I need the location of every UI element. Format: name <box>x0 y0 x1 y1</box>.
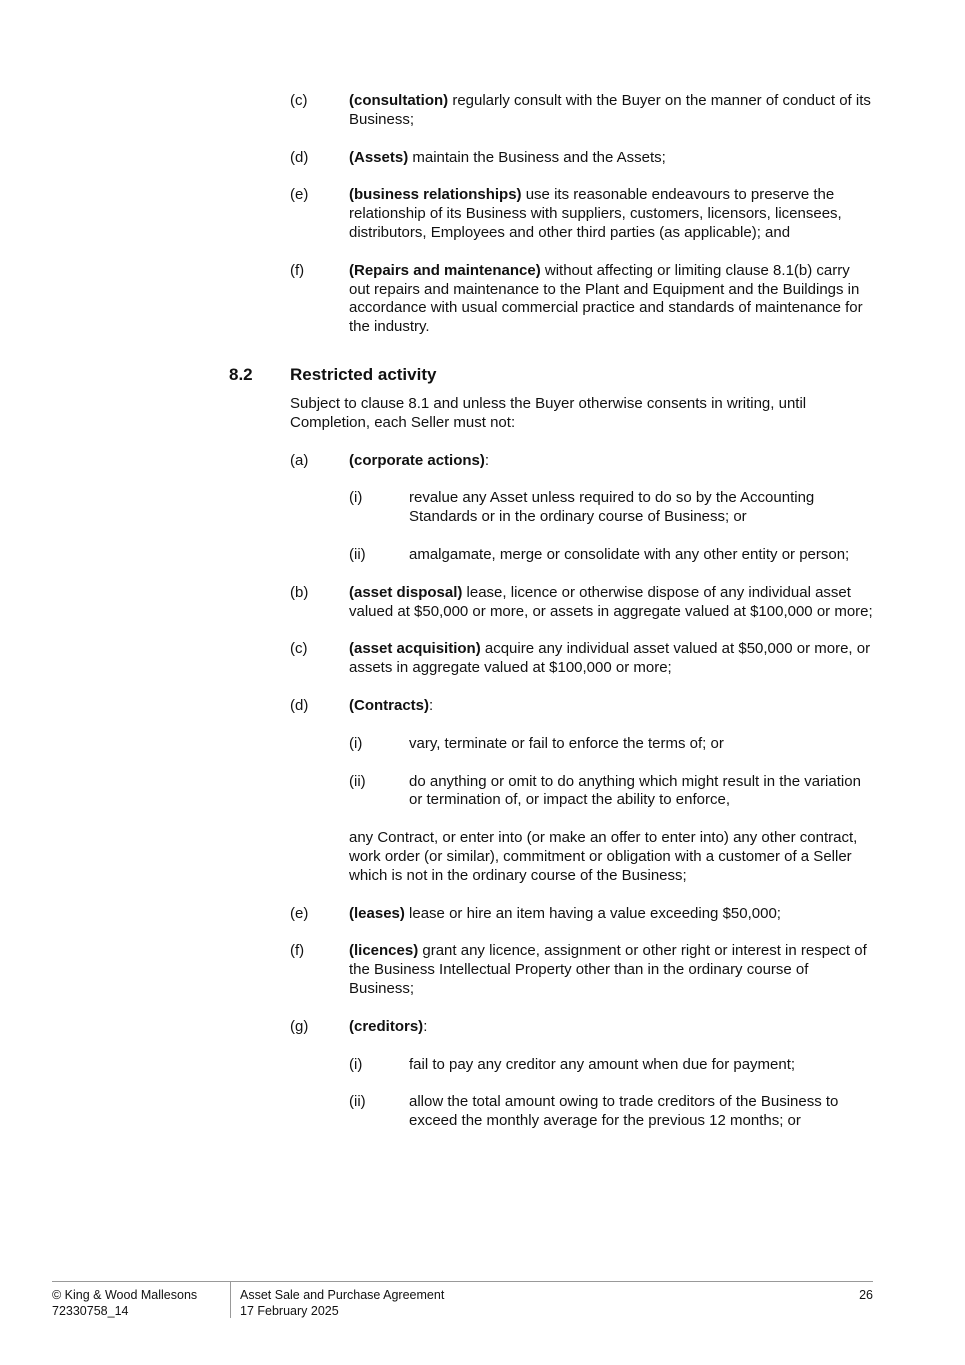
clause-8-2-a-i <box>0 489 874 527</box>
clause-8-2-d-tail: any Contract, or enter into (or make an offer to enter into) any other contract, work order (or similar), commitment or obligation with a customer of a Seller which is not in the ordinary course of the Business; <box>349 829 858 884</box>
clause-8-2-f <box>0 942 874 998</box>
item-label: (d) <box>290 696 309 714</box>
item-label: (ii) <box>349 772 366 790</box>
footer-divider <box>230 1282 231 1318</box>
clause-8-2-a-ii <box>0 546 874 565</box>
clause-8-2-g-i <box>0 1056 874 1075</box>
item-label: (e) <box>290 186 309 204</box>
item-label: (f) <box>290 942 305 960</box>
page-number: 26 <box>859 1288 873 1302</box>
clause-8-2-g-ii <box>0 1093 874 1131</box>
item-text: acquire any individual asset valued at $50,000 or more, or assets in aggregate valued at $100,000 or more; <box>349 640 871 677</box>
item-label: (d) <box>290 148 309 166</box>
item-text: revalue any Asset unless required to do so by the Accounting Standards or in the ordinary course of Business; or <box>409 489 815 526</box>
item-heading: (licences) <box>349 942 419 960</box>
item-text: lease or hire an item having a value exceeding $50,000; <box>404 904 781 922</box>
clause-8-2-d <box>0 697 874 716</box>
section-heading-8-2 <box>0 366 965 386</box>
clause-8-2-d-ii <box>0 773 874 811</box>
item-text: fail to pay any creditor any amount when due for payment; <box>409 1055 796 1073</box>
item-label: (i) <box>349 734 363 752</box>
footer-copyright: © King & Wood Mallesons <box>52 1288 198 1302</box>
document-body <box>0 92 965 1150</box>
item-heading: (consultation) <box>349 92 449 109</box>
footer-date: 17 February 2025 <box>240 1303 339 1318</box>
clause-8-1-f <box>0 262 874 337</box>
section-intro: Subject to clause 8.1 and unless the Buyer otherwise consents in writing, until Completion, each Seller must not: <box>290 394 807 431</box>
item-label: (c) <box>290 92 308 109</box>
item-text: lease, licence or otherwise dispose of any individual asset valued at $50,000 or more, or assets in aggregate valued at $100,000 or more; <box>349 583 873 620</box>
footer-doc-title: Asset Sale and Purchase Agreement <box>240 1288 445 1302</box>
item-text: : <box>429 696 434 714</box>
item-text: do anything or omit to do anything which might result in the variation or termination of, or impact the ability to enforce, <box>409 772 861 809</box>
item-heading: (asset acquisition) <box>349 640 481 658</box>
item-label: (i) <box>349 1055 363 1073</box>
clause-8-2-e <box>0 905 874 924</box>
item-label: (c) <box>290 640 308 658</box>
clause-8-2-b <box>0 584 874 622</box>
item-text: regularly consult with the Buyer on the manner of conduct of its Business; <box>349 92 871 128</box>
item-label: (f) <box>290 261 305 279</box>
clause-8-2-d-i <box>0 735 874 754</box>
item-heading: (leases) <box>349 904 405 922</box>
item-text: without affecting or limiting clause 8.1(b) carry out repairs and maintenance to the Plant and Equipment and the Buildings in accordance with usual commercial practice and standards of maintenance for the industry. <box>349 261 863 336</box>
item-text: allow the total amount owing to trade creditors of the Business to exceed the monthly average for the previous 12 months; or <box>409 1093 839 1130</box>
item-label: (a) <box>290 451 309 469</box>
item-text: use its reasonable endeavours to preserve the relationship of its Business with suppliers, customers, licensors, licensees, distributors, Employees and other third parties (as applicable); and <box>349 186 842 241</box>
clause-8-2-a <box>0 452 874 471</box>
item-label: (e) <box>290 904 309 922</box>
clause-8-1-d <box>0 149 874 168</box>
clause-8-1-c <box>0 92 874 130</box>
item-label: (ii) <box>349 545 366 563</box>
item-heading: (Contracts) <box>349 696 430 714</box>
item-heading: (asset disposal) <box>349 583 463 601</box>
item-heading: (Assets) <box>349 148 409 166</box>
item-heading: (creditors) <box>349 1017 424 1035</box>
item-heading: (business relationships) <box>349 186 522 204</box>
section-number: 8.2 <box>229 364 253 384</box>
item-heading: (Repairs and maintenance) <box>349 261 541 279</box>
clause-8-2-c <box>0 640 874 678</box>
item-label: (ii) <box>349 1093 366 1111</box>
item-text: maintain the Business and the Assets; <box>408 148 666 166</box>
footer-middle <box>240 1288 444 1319</box>
page-footer <box>52 1281 873 1318</box>
clause-8-2-g <box>0 1018 874 1037</box>
item-text: : <box>423 1017 428 1035</box>
item-text: : <box>484 451 490 469</box>
section-title: Restricted activity <box>290 364 437 384</box>
item-text: amalgamate, merge or consolidate with any other entity or person; <box>409 545 850 563</box>
footer-doc-id: 72330758_14 <box>52 1303 129 1318</box>
item-label: (i) <box>349 489 363 507</box>
item-label: (g) <box>290 1017 309 1035</box>
item-label: (b) <box>290 583 309 601</box>
item-heading: (corporate actions) <box>349 451 485 469</box>
item-text: vary, terminate or fail to enforce the terms of; or <box>409 734 724 752</box>
footer-left <box>52 1288 197 1319</box>
item-text: grant any licence, assignment or other right or interest in respect of the Business Intellectual Property other than in the ordinary course of Business; <box>349 942 867 997</box>
clause-8-1-e <box>0 186 874 242</box>
